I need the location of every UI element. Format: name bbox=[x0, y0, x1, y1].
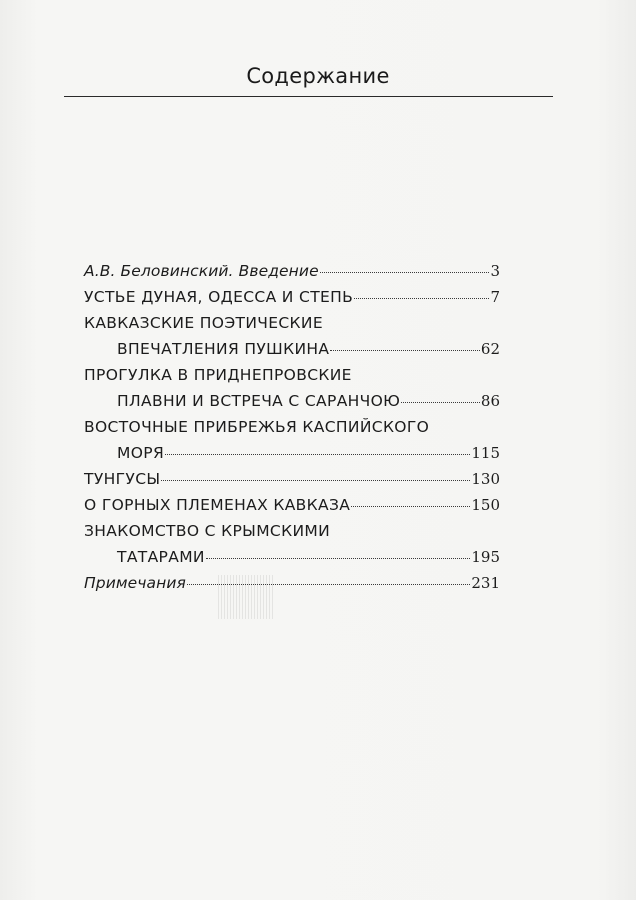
toc-page-number: 62 bbox=[480, 340, 500, 358]
dot-leader bbox=[165, 454, 470, 455]
dot-leader bbox=[320, 272, 490, 273]
toc-entry-text: ТАТАРАМИ bbox=[117, 548, 205, 566]
toc-entry[interactable] bbox=[84, 522, 500, 574]
toc-page-number: 130 bbox=[471, 470, 500, 488]
toc-entry[interactable] bbox=[84, 288, 500, 314]
toc-entry[interactable] bbox=[84, 366, 500, 418]
toc-page-number: 3 bbox=[490, 262, 500, 280]
toc-entry[interactable] bbox=[84, 262, 500, 288]
dot-leader bbox=[351, 506, 470, 507]
dot-leader bbox=[401, 402, 480, 403]
toc-entry-text: ТУНГУСЫ bbox=[84, 470, 161, 488]
toc-entry-title bbox=[84, 470, 500, 496]
toc-entry-text: А.В. Беловинский. Введение bbox=[84, 262, 319, 280]
page-title: Содержание bbox=[246, 64, 390, 88]
toc-entry[interactable] bbox=[84, 496, 500, 522]
toc-entry-text: ПРОГУЛКА В ПРИДНЕПРОВСКИЕ bbox=[84, 366, 352, 384]
toc-entry-title bbox=[84, 496, 500, 522]
toc-page-number: 7 bbox=[490, 288, 500, 306]
toc-entry-title bbox=[84, 574, 500, 600]
dot-leader bbox=[187, 584, 470, 585]
toc-page-number: 115 bbox=[471, 444, 500, 462]
toc-entry-text: ВОСТОЧНЫЕ ПРИБРЕЖЬЯ КАСПИЙСКОГО bbox=[84, 418, 430, 436]
toc-entry-continuation bbox=[84, 444, 500, 470]
toc-entry[interactable] bbox=[84, 314, 500, 366]
toc-entry-title bbox=[84, 262, 500, 288]
toc-page-number: 150 bbox=[471, 496, 500, 514]
toc-entry[interactable] bbox=[84, 470, 500, 496]
toc-entry-title bbox=[84, 522, 500, 548]
toc-page-number: 195 bbox=[471, 548, 500, 566]
toc-entry-text: ВПЕЧАТЛЕНИЯ ПУШКИНА bbox=[117, 340, 330, 358]
dot-leader bbox=[161, 480, 470, 481]
toc-entry-text: ПЛАВНИ И ВСТРЕЧА С САРАНЧОЮ bbox=[117, 392, 401, 410]
title-rule bbox=[64, 96, 553, 97]
dot-leader bbox=[330, 350, 480, 351]
toc-entry-text: КАВКАЗСКИЕ ПОЭТИЧЕСКИЕ bbox=[84, 314, 324, 332]
toc-entry-text: МОРЯ bbox=[117, 444, 165, 462]
toc-entry-title bbox=[84, 314, 500, 340]
dot-leader bbox=[354, 298, 489, 299]
toc-entry-title bbox=[84, 288, 500, 314]
toc-entry-text: УСТЬЕ ДУНАЯ, ОДЕССА И СТЕПЬ bbox=[84, 288, 354, 306]
toc-entry-text: ЗНАКОМСТВО С КРЫМСКИМИ bbox=[84, 522, 331, 540]
toc-page-number: 86 bbox=[480, 392, 500, 410]
toc-entry-continuation bbox=[84, 392, 500, 418]
toc-entry[interactable] bbox=[84, 574, 500, 600]
toc-entry[interactable] bbox=[84, 418, 500, 470]
toc-entry-text: Примечания bbox=[84, 574, 186, 592]
toc-entry-continuation bbox=[84, 548, 500, 574]
toc-entry-continuation bbox=[84, 340, 500, 366]
dot-leader bbox=[206, 558, 470, 559]
table-of-contents bbox=[84, 262, 500, 600]
toc-entry-title bbox=[84, 418, 500, 444]
toc-page-number: 231 bbox=[471, 574, 500, 592]
toc-entry-text: О ГОРНЫХ ПЛЕМЕНАХ КАВКАЗА bbox=[84, 496, 351, 514]
toc-entry-title bbox=[84, 366, 500, 392]
